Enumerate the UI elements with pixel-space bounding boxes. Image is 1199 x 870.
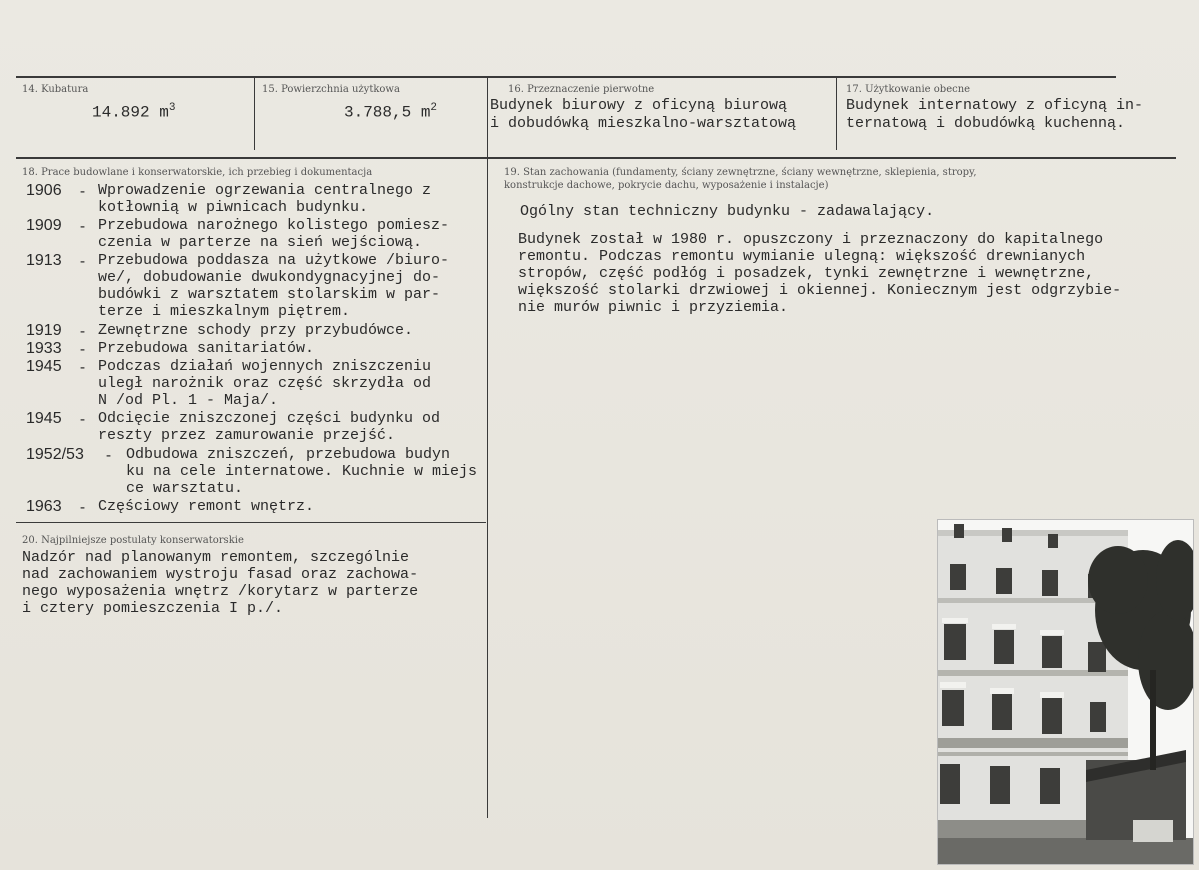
prace-entry-year: 1913: [26, 252, 62, 269]
kubatura-value: [92, 102, 175, 121]
uzytkowanie-line-2: ternatową i dobudówką kuchenną.: [846, 115, 1126, 132]
divider-15-16: [487, 76, 488, 818]
powierzchnia-value: [344, 102, 437, 121]
divider-14-15: [254, 76, 255, 150]
prace-entry-dash: -: [78, 358, 88, 376]
prace-entry-text: Zewnętrzne schody przy przybudówce.: [98, 322, 414, 339]
prace-entry-text: Częściowy remont wnętrz.: [98, 498, 315, 515]
prace-entry-text: Przebudowa poddasza na użytkowe /biuro- we/, dobudowanie dwukondygnacyjnej do- budówki z warsztatem stolarskim w par- terze i mieszkalnym piętrem.: [98, 252, 450, 320]
przeznaczenie-line-1: Budynek biurowy z oficyną biurową: [490, 97, 788, 114]
powierzchnia-number: 3.788,5 m: [344, 103, 431, 122]
prace-entry-dash: -: [78, 322, 88, 340]
building-photo: [937, 519, 1194, 865]
postulaty-label: 20. Najpilniejsze postulaty konserwatorskie: [22, 535, 244, 546]
rule-18-20: [16, 522, 486, 523]
powierzchnia-label: 15. Powierzchnia użytkowa: [262, 84, 400, 95]
przeznaczenie-label: 16. Przeznaczenie pierwotne: [508, 84, 655, 95]
prace-entry-dash: -: [104, 446, 114, 464]
powierzchnia-unit-sup: 2: [430, 102, 438, 114]
prace-entry-year: 1919: [26, 322, 62, 339]
stan-label-2: konstrukcje dachowe, pokrycie dachu, wyposażenie i instalacje): [504, 180, 829, 191]
kubatura-label: 14. Kubatura: [22, 84, 89, 95]
prace-entry-year: 1909: [26, 217, 62, 234]
stan-paragraph-1: Ogólny stan techniczny budynku - zadawalający.: [520, 203, 935, 220]
prace-entry-year: 1963: [26, 498, 62, 515]
prace-label: 18. Prace budowlane i konserwatorskie, ich przebieg i dokumentacja: [22, 167, 373, 178]
prace-entry-year: 1933: [26, 340, 62, 357]
prace-entry-text: Odbudowa zniszczeń, przebudowa budyn ku na cele internatowe. Kuchnie w miejs ce warsztatu.: [126, 446, 478, 497]
prace-entry-dash: -: [78, 340, 88, 358]
kubatura-number: 14.892 m: [92, 103, 169, 122]
prace-entry-dash: -: [78, 498, 88, 516]
uzytkowanie-line-1: Budynek internatowy z oficyną in-: [846, 97, 1144, 114]
stan-label: 19. Stan zachowania (fundamenty, ściany zewnętrzne, ściany wewnętrzne, sklepienia, stropy,: [504, 167, 977, 178]
prace-entry-dash: -: [78, 217, 88, 235]
prace-entry-text: Odcięcie zniszczonej części budynku od reszty przez zamurowanie przejść.: [98, 410, 441, 444]
prace-entry-year: 1952/53: [26, 446, 84, 463]
prace-entry-year: 1906: [26, 182, 62, 199]
prace-entry-dash: -: [78, 252, 88, 270]
prace-entry-text: Przebudowa narożnego kolistego pomiesz- czenia w parterze na sień wejściową.: [98, 217, 450, 251]
prace-entry-year: 1945: [26, 358, 62, 375]
stan-paragraph-2: Budynek został w 1980 r. opuszczony i przeznaczony do kapitalnego remontu. Podczas remontu wymianie ulegną: większość drewnianych stropów, część podłóg i posadzek, tynki zewnętrzne i wewnętrzne, większość stolarki drzwiowej i okiennej. Koniecznym jest odgrzybie- nie murów piwnic i przyziemia.: [518, 231, 1122, 316]
divider-16-17: [836, 76, 837, 150]
postulaty-text: Nadzór nad planowanym remontem, szczególnie nad zachowaniem wystroju fasad oraz zachowa- nego wyposażenia wnętrz /korytarz w parterze i cztery pomieszczenia I p./.: [22, 549, 419, 617]
mid-rule: [16, 157, 1176, 159]
building-photo-svg: [938, 520, 1193, 864]
kubatura-unit-sup: 3: [168, 102, 176, 114]
prace-entry-dash: -: [78, 410, 88, 428]
prace-entry-text: Wprowadzenie ogrzewania centralnego z kotłownią w piwnicach budynku.: [98, 182, 432, 216]
prace-entry-text: Przebudowa sanitariatów.: [98, 340, 315, 357]
przeznaczenie-line-2: i dobudówką mieszkalno-warsztatową: [490, 115, 797, 132]
prace-entry-text: Podczas działań wojennych zniszczeniu uległ narożnik oraz część skrzydła od N /od Pl. 1 - Maja/.: [98, 358, 432, 409]
prace-entry-dash: -: [78, 182, 88, 200]
top-rule: [16, 76, 1116, 78]
uzytkowanie-label: 17. Użytkowanie obecne: [846, 84, 971, 95]
prace-entry-year: 1945: [26, 410, 62, 427]
